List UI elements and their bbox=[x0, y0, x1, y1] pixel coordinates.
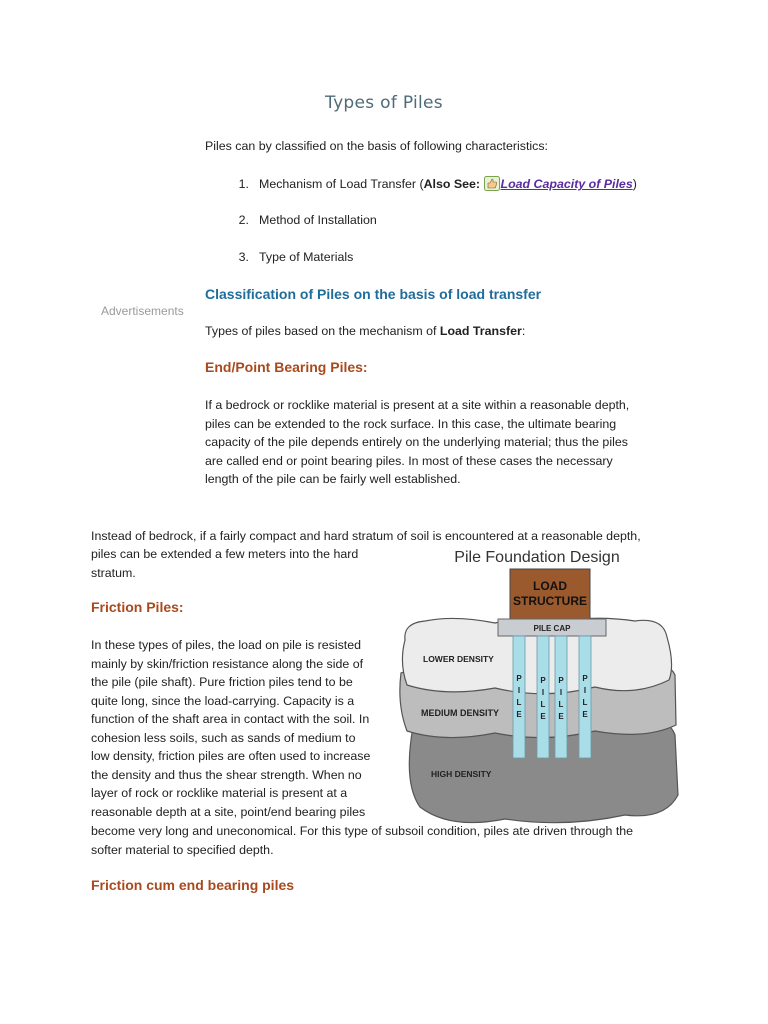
bedrock-paragraph bbox=[205, 396, 660, 489]
structure-label: STRUCTURE bbox=[513, 594, 587, 608]
friction-heading: Friction Piles: bbox=[91, 599, 184, 615]
list-item bbox=[205, 211, 725, 230]
paragraph-line: quite long, since the load-carrying. Capacity is a bbox=[91, 693, 355, 708]
paragraph-line: layer of rock or rocklike material is present at a bbox=[91, 786, 348, 800]
classification-heading: Classification of Piles on the basis of load transfer bbox=[205, 286, 542, 302]
intro-text: Piles can by classified on the basis of following characteristics: bbox=[205, 139, 548, 153]
high-density-label: HIGH DENSITY bbox=[431, 769, 492, 779]
list-number: 3. bbox=[238, 250, 249, 264]
list-item bbox=[205, 175, 725, 194]
pile-letter: P bbox=[540, 676, 546, 685]
pile-letter: P bbox=[558, 676, 564, 685]
paragraph-line: mainly by skin/friction resistance along the side of bbox=[91, 656, 364, 671]
paragraph-line: are called end or point bearing piles. In most of these cases the necessary bbox=[205, 453, 613, 468]
paragraph-line: become very long and uneconomical. For this type of subsoil condition, piles ate driven through the bbox=[91, 824, 634, 838]
pile bbox=[579, 636, 591, 758]
list-item-label: Method of Installation bbox=[259, 213, 377, 227]
page-title: Types of Piles bbox=[325, 93, 443, 113]
paragraph-line: low density, friction piles are often used to increase bbox=[91, 749, 371, 763]
pile-foundation-diagram bbox=[395, 545, 680, 845]
pile bbox=[537, 636, 549, 758]
pile-letter: L bbox=[558, 700, 564, 709]
pile-letter: P bbox=[582, 674, 588, 683]
advertisements-label: Advertisements bbox=[101, 304, 184, 318]
types-intro-text: Types of piles based on the mechanism of bbox=[205, 324, 440, 338]
paragraph-line: softer material to specified depth. bbox=[91, 842, 274, 857]
instead-paragraph bbox=[91, 545, 401, 582]
pile-letter: I bbox=[559, 688, 563, 697]
paragraph-line: the density and thus the shear strength. When no bbox=[91, 767, 362, 782]
paragraph-line: stratum. bbox=[91, 565, 136, 580]
friction-cum-heading: Friction cum end bearing piles bbox=[91, 877, 295, 893]
paragraph-line: the pile (pile shaft). Pure friction piles tend to be bbox=[91, 675, 353, 689]
pile bbox=[513, 636, 525, 758]
paragraph-line: length of the pile can be fairly well established. bbox=[205, 472, 461, 486]
end-bearing-heading: End/Point Bearing Piles: bbox=[205, 359, 368, 375]
list-item bbox=[205, 248, 725, 267]
list-number: 2. bbox=[238, 213, 249, 227]
pile bbox=[555, 636, 567, 758]
paragraph-line: reasonable depth at a site, point/end bearing piles bbox=[91, 804, 366, 819]
paragraph-line: function of the shaft area in contact with the soil. In bbox=[91, 712, 370, 726]
load-transfer-term: Load Transfer bbox=[439, 324, 522, 338]
instead-paragraph-line: Instead of bedrock, if a fairly compact and hard stratum of soil is encountered at a reasonable depth, bbox=[91, 529, 641, 543]
pile-cap-label: PILE CAP bbox=[533, 624, 571, 633]
types-intro bbox=[205, 322, 525, 341]
load-capacity-link[interactable]: Load Capacity of Piles bbox=[500, 177, 633, 191]
pile-letter: L bbox=[540, 700, 546, 709]
paragraph-line: If a bedrock or rocklike material is present at a site within a reasonable depth, bbox=[205, 398, 630, 412]
friction-paragraph bbox=[91, 636, 393, 821]
medium-density-label: MEDIUM DENSITY bbox=[421, 708, 500, 718]
thumbs-up-icon bbox=[484, 176, 500, 191]
also-see-label: Also See: bbox=[423, 177, 481, 191]
pile-letter: I bbox=[583, 686, 587, 695]
pile-letter: L bbox=[582, 698, 588, 707]
paragraph-line: piles can be extended to the rock surface. In this case, the ultimate bearing bbox=[205, 416, 617, 431]
paragraph-line: In these types of piles, the load on pile is resisted bbox=[91, 638, 361, 652]
figure-title: Pile Foundation Design bbox=[454, 549, 620, 566]
load-label: LOAD bbox=[533, 579, 567, 593]
types-intro-colon: : bbox=[521, 324, 526, 338]
pile-letter: E bbox=[582, 710, 588, 719]
pile-letter: E bbox=[558, 712, 564, 721]
list-item-close: ) bbox=[632, 177, 637, 191]
paragraph-line: cohesion less soils, such as sands of medium to bbox=[91, 730, 356, 745]
paragraph-line: piles can be extended a few meters into the hard bbox=[91, 547, 359, 561]
pile-letter: I bbox=[541, 688, 545, 697]
pile-letter: E bbox=[516, 710, 522, 719]
list-item-label: Type of Materials bbox=[259, 250, 354, 264]
list-number: 1. bbox=[238, 177, 249, 191]
paragraph-line: capacity of the pile depends entirely on the underlying material; thus the piles bbox=[205, 435, 628, 449]
list-item-label: Mechanism of Load Transfer ( bbox=[259, 177, 424, 191]
pile-letter: P bbox=[516, 674, 522, 683]
pile-letter: E bbox=[540, 712, 546, 721]
pile-letter: I bbox=[517, 686, 521, 695]
pile-letter: L bbox=[516, 698, 522, 707]
lower-density-label: LOWER DENSITY bbox=[423, 654, 494, 664]
